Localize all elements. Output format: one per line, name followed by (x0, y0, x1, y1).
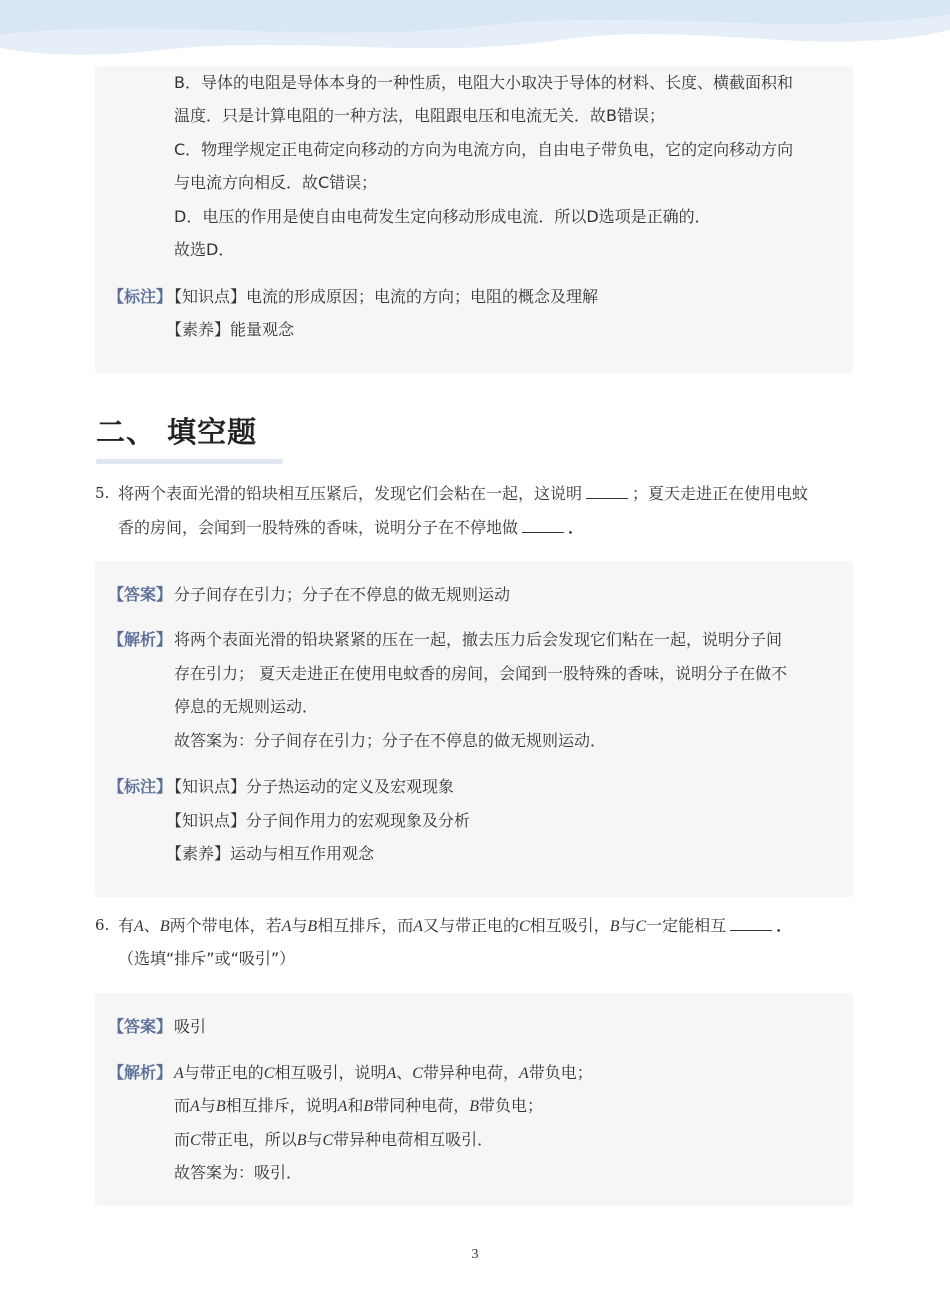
variable-a: A (281, 918, 292, 935)
analysis-tag: 【解析】 (108, 630, 173, 649)
variable-c: C (635, 918, 647, 935)
note-line: 【知识点】电流的形成原因；电流的方向；电阻的概念及理解 (166, 287, 599, 306)
question-text: （选填“排斥”或“吸引”） (118, 949, 296, 968)
analysis-line: 故选D． (174, 240, 235, 259)
variable-a: A (413, 918, 423, 935)
variable-a: A (337, 1098, 348, 1115)
header-wave-decoration (0, 0, 950, 72)
variable-a: A (190, 1098, 200, 1115)
variable-b: B (215, 1098, 226, 1115)
question-number: 6. (95, 916, 110, 934)
analysis-line: 故答案为：吸引． (174, 1163, 303, 1182)
analysis-text-part: 、 (396, 1063, 413, 1082)
analysis-text-part: 与带正电的 (183, 1063, 264, 1082)
variable-a: A (518, 1065, 529, 1082)
question-text-part: 、 (143, 916, 160, 935)
variable-c: C (190, 1132, 201, 1149)
variable-b: B (469, 1098, 479, 1115)
note-tag: 【标注】 (108, 777, 173, 796)
analysis-text-part: 带负电； (478, 1096, 543, 1115)
note-line: 【素养】运动与相互作用观念 (166, 844, 375, 863)
question-text-part: 将两个表面光滑的铅块相互压紧后，发现它们会粘在一起，这说明 (118, 484, 583, 503)
variable-b: B (363, 1098, 374, 1115)
answer-text: 吸引 (174, 1017, 207, 1036)
analysis-text-part: 带异种电荷相互吸引． (333, 1130, 494, 1149)
analysis-line: 故答案为：分子间存在引力；分子在不停息的做无规则运动． (174, 731, 607, 750)
analysis-tag: 【解析】 (108, 1063, 173, 1082)
analysis-text-part: 带负电； (528, 1063, 593, 1082)
analysis-line: B．导体的电阻是导体本身的一种性质，电阻大小取决于导体的材料、长度、横截面积和 (174, 73, 793, 92)
analysis-text-part: 与 (199, 1096, 216, 1115)
question-text-part: 相互吸引， (529, 916, 610, 935)
analysis-text-part: 而 (174, 1130, 191, 1149)
analysis-line (174, 1095, 543, 1118)
analysis-text-part: 相互吸引，说明 (274, 1063, 387, 1082)
analysis-text-part: 而 (174, 1096, 191, 1115)
analysis-line: 将两个表面光滑的铅块紧紧的压在一起，撤去压力后会发现它们粘在一起，说明分子间 (174, 630, 783, 649)
analysis-text-part: 和 (347, 1096, 364, 1115)
analysis-text-part: 带异种电荷， (422, 1063, 519, 1082)
variable-a: A (134, 918, 144, 935)
analysis-line: 存在引力； 夏天走进正在使用电蚊香的房间，会闻到一股特殊的香味，说明分子在做不 (174, 664, 788, 683)
note-line: 【知识点】分子间作用力的宏观现象及分析 (166, 811, 471, 830)
variable-c: C (263, 1065, 275, 1082)
question-text (118, 516, 584, 539)
analysis-line: 温度．只是计算电阻的一种方法，电阻跟电压和电流无关．故B错误； (174, 106, 665, 125)
answer-tag: 【答案】 (108, 585, 173, 604)
variable-c: C (322, 1132, 334, 1149)
variable-b: B (296, 1132, 307, 1149)
note-line: 【知识点】分子热运动的定义及宏观现象 (166, 777, 455, 796)
question-text-part: 有 (118, 916, 135, 935)
variable-a: A (386, 1065, 397, 1082)
section-underline (96, 459, 283, 464)
note-line: 【素养】能量观念 (166, 320, 295, 339)
answer-text: 分子间存在引力；分子在不停息的做无规则运动 (174, 585, 511, 604)
answer-blank (730, 914, 772, 931)
question-text-part: 与 (291, 916, 308, 935)
analysis-line (174, 1129, 493, 1152)
question-text-part: 相互排斥，而 (317, 916, 414, 935)
section-title: 二、 填空题 (96, 415, 258, 449)
variable-a: A (174, 1065, 184, 1082)
question-text (118, 914, 792, 938)
variable-b: B (609, 918, 620, 935)
variable-c: C (412, 1065, 423, 1082)
answer-blank (522, 516, 564, 533)
question-text-part: 与 (619, 916, 636, 935)
answer-tag: 【答案】 (108, 1017, 173, 1036)
variable-c: C (519, 918, 530, 935)
analysis-line (174, 1062, 593, 1085)
question-number: 5. (95, 484, 110, 502)
analysis-text-part: 相互排斥，说明 (225, 1096, 338, 1115)
analysis-text-part: 与 (306, 1130, 323, 1149)
analysis-line: 与电流方向相反．故C错误； (174, 173, 378, 192)
question-text-part: ． (776, 916, 793, 935)
analysis-text-part: 带同种电荷， (373, 1096, 470, 1115)
question-text-part: 又与带正电的 (422, 916, 519, 935)
variable-b: B (307, 918, 318, 935)
analysis-text-part: 带正电，所以 (200, 1130, 297, 1149)
answer-blank (586, 482, 628, 499)
question-text-part: ；夏天走进正在使用电蚊 (632, 484, 809, 503)
note-tag: 【标注】 (108, 287, 173, 306)
question-text-part: 香的房间，会闻到一股特殊的香味，说明分子在不停地做 (118, 518, 519, 537)
analysis-line: D．电压的作用是使自由电荷发生定向移动形成电流．所以D选项是正确的． (174, 207, 711, 226)
question-text-part: ． (568, 518, 585, 537)
question-text (118, 482, 808, 505)
question-text-part: 一定能相互 (646, 916, 727, 935)
variable-b: B (159, 918, 170, 935)
question-text-part: 两个带电体，若 (169, 916, 282, 935)
analysis-line: C．物理学规定正电荷定向移动的方向为电流方向，自由电子带负电，它的定向移动方向 (174, 140, 794, 159)
page-number: 3 (471, 1247, 479, 1262)
analysis-line: 停息的无规则运动． (174, 697, 319, 716)
